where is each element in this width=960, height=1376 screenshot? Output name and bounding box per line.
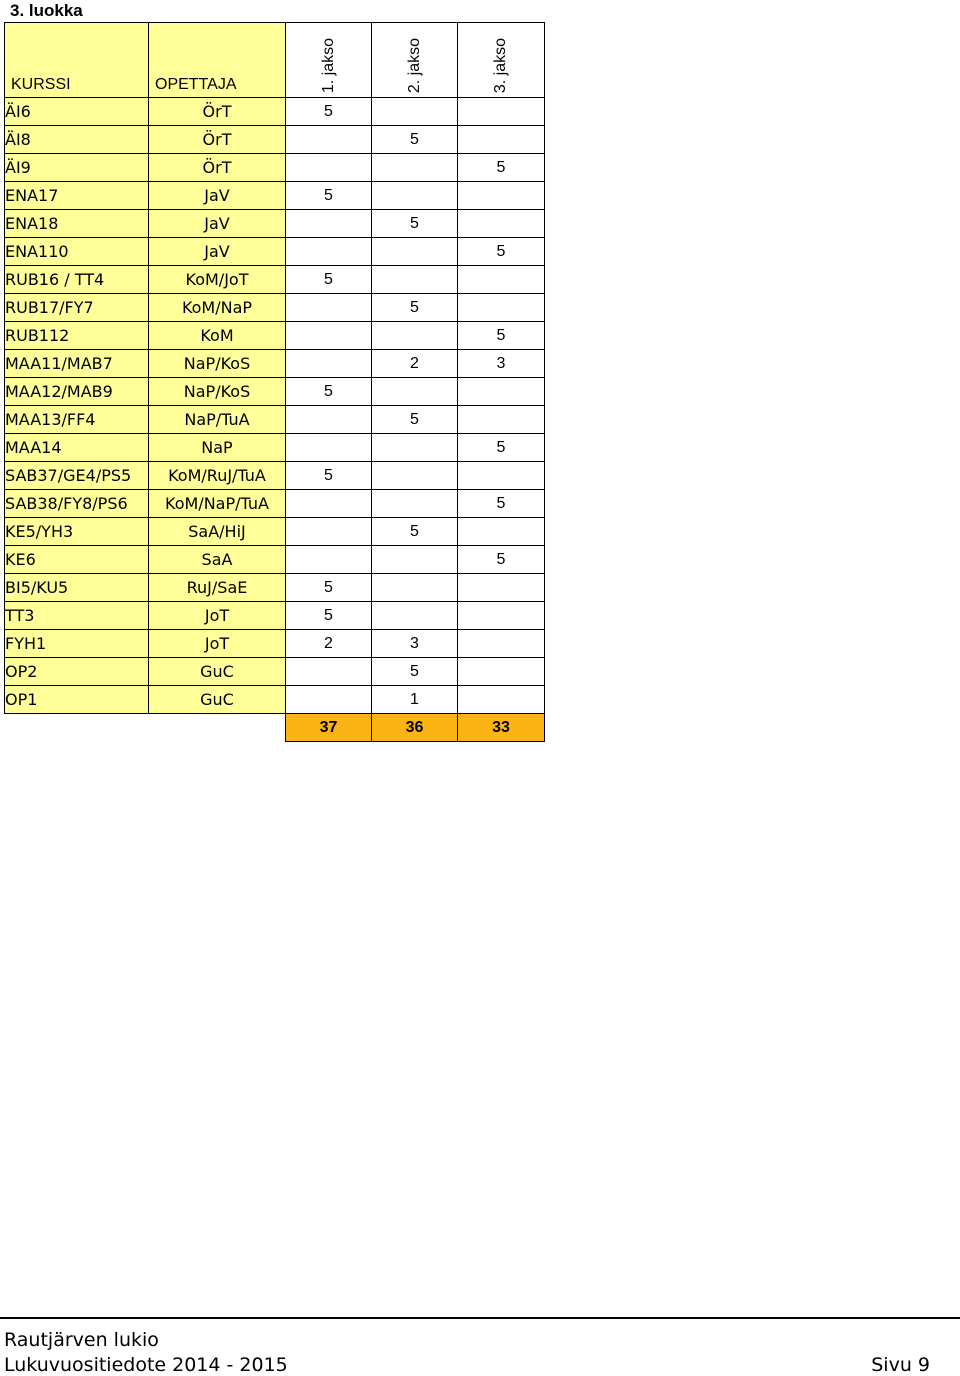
teacher-cell: NaP/KoS xyxy=(149,378,286,406)
course-cell: SAB37/GE4/PS5 xyxy=(5,462,149,490)
course-cell: FYH1 xyxy=(5,630,149,658)
period-2-cell: 5 xyxy=(372,658,458,686)
table-row xyxy=(5,378,545,406)
period-1-cell xyxy=(286,546,372,574)
course-cell: ENA18 xyxy=(5,210,149,238)
period-2-cell xyxy=(372,574,458,602)
course-cell: RUB17/FY7 xyxy=(5,294,149,322)
teacher-cell: JaV xyxy=(149,182,286,210)
period-2-cell xyxy=(372,378,458,406)
period-2-cell xyxy=(372,546,458,574)
course-cell: ENA17 xyxy=(5,182,149,210)
period-1-cell: 2 xyxy=(286,630,372,658)
table-row xyxy=(5,322,545,350)
period-3-cell xyxy=(458,126,545,154)
period-1-cell: 5 xyxy=(286,462,372,490)
period-1-cell xyxy=(286,238,372,266)
period-3-cell xyxy=(458,574,545,602)
table-row xyxy=(5,602,545,630)
table-row xyxy=(5,462,545,490)
period-1-cell: 5 xyxy=(286,182,372,210)
table-row xyxy=(5,266,545,294)
period-3-cell xyxy=(458,378,545,406)
course-schedule-table xyxy=(4,22,545,742)
course-cell: MAA13/FF4 xyxy=(5,406,149,434)
table-row xyxy=(5,490,545,518)
period-1-cell xyxy=(286,658,372,686)
period-3-cell: 5 xyxy=(458,322,545,350)
totals-row xyxy=(5,714,545,742)
period-2-cell: 2 xyxy=(372,350,458,378)
period-1-cell xyxy=(286,294,372,322)
period-2-cell xyxy=(372,602,458,630)
period-3-cell xyxy=(458,630,545,658)
period-2-cell xyxy=(372,182,458,210)
page-title: 3. luokka xyxy=(10,1,83,20)
teacher-cell: KoM xyxy=(149,322,286,350)
period-2-cell xyxy=(372,490,458,518)
totals-spacer xyxy=(5,714,149,742)
header-period-3-label: 3. jakso xyxy=(492,37,509,93)
period-3-cell xyxy=(458,658,545,686)
course-cell: ÄI9 xyxy=(5,154,149,182)
header-period-1-label: 1. jakso xyxy=(319,37,337,93)
teacher-cell: KoM/NaP xyxy=(149,294,286,322)
course-cell: ÄI6 xyxy=(5,98,149,126)
teacher-cell: JoT xyxy=(149,602,286,630)
period-3-cell: 5 xyxy=(458,238,545,266)
period-1-cell: 5 xyxy=(286,266,372,294)
teacher-cell: ÖrT xyxy=(149,154,286,182)
period-2-cell xyxy=(372,322,458,350)
teacher-cell: GuC xyxy=(149,686,286,714)
period-1-cell: 5 xyxy=(286,98,372,126)
period-1-cell xyxy=(286,406,372,434)
table-row xyxy=(5,518,545,546)
footer-divider xyxy=(0,1317,960,1319)
period-3-cell: 5 xyxy=(458,434,545,462)
teacher-cell: SaA xyxy=(149,546,286,574)
table-row xyxy=(5,350,545,378)
total-period-1: 37 xyxy=(286,714,372,742)
course-cell: OP2 xyxy=(5,658,149,686)
header-period-2 xyxy=(372,23,458,98)
table-row xyxy=(5,154,545,182)
teacher-cell: ÖrT xyxy=(149,126,286,154)
period-3-cell: 5 xyxy=(458,154,545,182)
footer-page-number: Sivu 9 xyxy=(871,1354,930,1376)
header-period-3 xyxy=(458,23,545,98)
teacher-cell: KoM/RuJ/TuA xyxy=(149,462,286,490)
total-period-2: 36 xyxy=(372,714,458,742)
period-2-cell xyxy=(372,266,458,294)
header-teacher: OPETTAJA xyxy=(149,23,286,98)
period-3-cell xyxy=(458,210,545,238)
teacher-cell: NaP/TuA xyxy=(149,406,286,434)
teacher-cell: NaP xyxy=(149,434,286,462)
period-2-cell xyxy=(372,434,458,462)
course-cell: ENA110 xyxy=(5,238,149,266)
table-row xyxy=(5,98,545,126)
period-3-cell xyxy=(458,98,545,126)
header-course: KURSSI xyxy=(5,23,149,98)
table-row xyxy=(5,406,545,434)
teacher-cell: GuC xyxy=(149,658,286,686)
period-1-cell: 5 xyxy=(286,574,372,602)
period-3-cell: 5 xyxy=(458,490,545,518)
period-2-cell: 5 xyxy=(372,294,458,322)
period-3-cell xyxy=(458,686,545,714)
course-cell: OP1 xyxy=(5,686,149,714)
course-cell: ÄI8 xyxy=(5,126,149,154)
course-rows xyxy=(5,98,545,714)
period-1-cell xyxy=(286,490,372,518)
course-cell: MAA11/MAB7 xyxy=(5,350,149,378)
course-cell: TT3 xyxy=(5,602,149,630)
period-1-cell xyxy=(286,518,372,546)
period-1-cell: 5 xyxy=(286,602,372,630)
period-3-cell: 5 xyxy=(458,546,545,574)
teacher-cell: NaP/KoS xyxy=(149,350,286,378)
teacher-cell: ÖrT xyxy=(149,98,286,126)
period-2-cell xyxy=(372,238,458,266)
period-1-cell xyxy=(286,322,372,350)
table-row xyxy=(5,210,545,238)
table-row xyxy=(5,574,545,602)
table-row xyxy=(5,546,545,574)
period-2-cell: 1 xyxy=(372,686,458,714)
teacher-cell: SaA/HiJ xyxy=(149,518,286,546)
period-2-cell xyxy=(372,98,458,126)
course-cell: KE5/YH3 xyxy=(5,518,149,546)
course-cell: RUB112 xyxy=(5,322,149,350)
table-row xyxy=(5,294,545,322)
period-2-cell: 5 xyxy=(372,406,458,434)
period-3-cell xyxy=(458,266,545,294)
period-3-cell: 3 xyxy=(458,350,545,378)
period-3-cell xyxy=(458,294,545,322)
period-1-cell xyxy=(286,434,372,462)
teacher-cell: JaV xyxy=(149,238,286,266)
table-row xyxy=(5,126,545,154)
table-row xyxy=(5,182,545,210)
period-2-cell: 5 xyxy=(372,126,458,154)
footer-bulletin-title: Lukuvuositiedote 2014 - 2015 xyxy=(4,1354,288,1376)
period-2-cell: 5 xyxy=(372,210,458,238)
table-row xyxy=(5,434,545,462)
course-cell: MAA12/MAB9 xyxy=(5,378,149,406)
period-1-cell xyxy=(286,210,372,238)
course-cell: MAA14 xyxy=(5,434,149,462)
teacher-cell: JoT xyxy=(149,630,286,658)
period-3-cell xyxy=(458,182,545,210)
period-3-cell xyxy=(458,518,545,546)
totals-spacer xyxy=(149,714,286,742)
period-2-cell: 3 xyxy=(372,630,458,658)
table-row xyxy=(5,658,545,686)
period-3-cell xyxy=(458,602,545,630)
teacher-cell: KoM/JoT xyxy=(149,266,286,294)
period-1-cell xyxy=(286,350,372,378)
table-row xyxy=(5,238,545,266)
course-cell: BI5/KU5 xyxy=(5,574,149,602)
total-period-3: 33 xyxy=(458,714,545,742)
teacher-cell: RuJ/SaE xyxy=(149,574,286,602)
period-3-cell xyxy=(458,462,545,490)
header-period-1 xyxy=(286,23,372,98)
course-cell: SAB38/FY8/PS6 xyxy=(5,490,149,518)
period-1-cell xyxy=(286,154,372,182)
course-cell: RUB16 / TT4 xyxy=(5,266,149,294)
period-2-cell xyxy=(372,154,458,182)
footer-school-name: Rautjärven lukio xyxy=(4,1329,159,1351)
period-3-cell xyxy=(458,406,545,434)
table-row xyxy=(5,630,545,658)
period-1-cell xyxy=(286,126,372,154)
course-cell: KE6 xyxy=(5,546,149,574)
teacher-cell: KoM/NaP/TuA xyxy=(149,490,286,518)
teacher-cell: JaV xyxy=(149,210,286,238)
period-2-cell xyxy=(372,462,458,490)
period-2-cell: 5 xyxy=(372,518,458,546)
period-1-cell: 5 xyxy=(286,378,372,406)
table-row xyxy=(5,686,545,714)
header-period-2-label: 2. jakso xyxy=(405,37,423,93)
period-1-cell xyxy=(286,686,372,714)
